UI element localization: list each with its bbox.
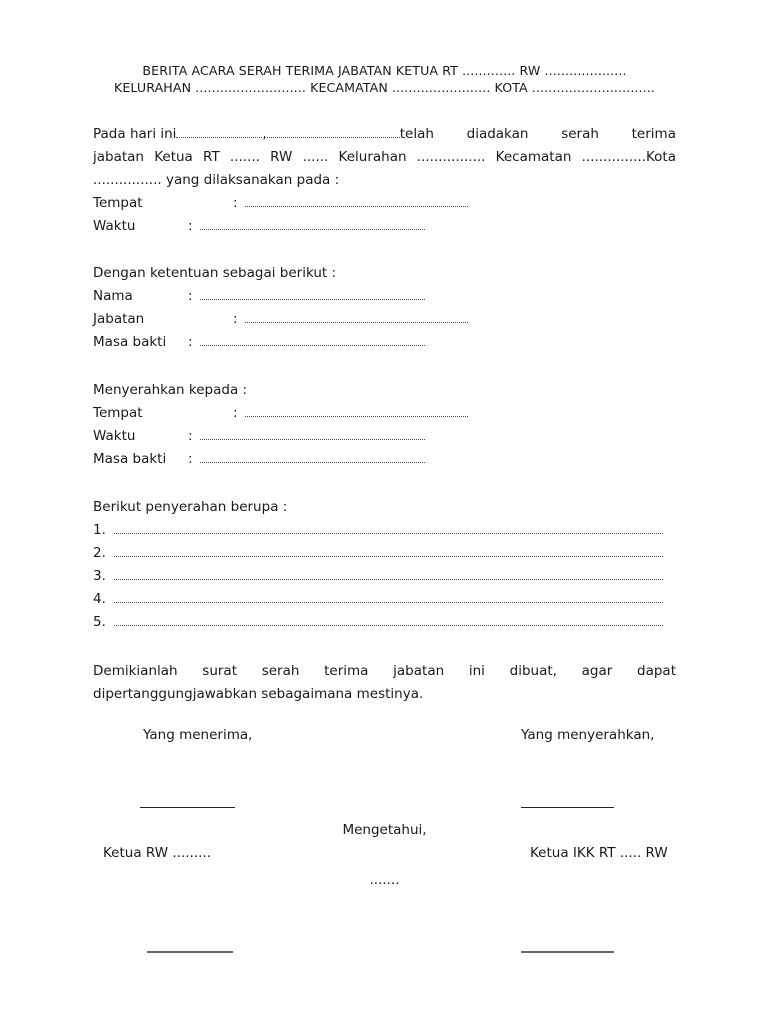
- field-row-tempat-2: [93, 402, 676, 425]
- colon: :: [233, 311, 238, 327]
- opening-line-2: jabatan Ketua RT ....... RW ...... Kelurahan ................ Kecamatan ...............Kota: [93, 149, 676, 165]
- document-title: [93, 62, 676, 96]
- signature-roles-row: [93, 724, 676, 747]
- fill-line: [114, 613, 663, 626]
- item-number: 4.: [93, 591, 106, 607]
- fill-line: [200, 333, 425, 346]
- receiver-role-label: Yang menerima,: [143, 727, 253, 743]
- colon: :: [233, 195, 238, 211]
- field-label: Waktu: [93, 218, 136, 234]
- list-item: [93, 519, 676, 542]
- list-item: [93, 565, 676, 588]
- fill-line: [200, 287, 425, 300]
- fill-line: [267, 125, 400, 138]
- recipient-heading: Menyerahkan kepada :: [93, 382, 248, 398]
- signature-line-left: [147, 940, 233, 953]
- document-content: [93, 62, 676, 954]
- list-item: [93, 611, 676, 634]
- justified-word: serah: [561, 126, 599, 142]
- justified-word: terima: [631, 126, 676, 142]
- fill-line: [114, 590, 663, 603]
- signature-lines-top: [93, 795, 676, 809]
- colon: :: [188, 218, 193, 234]
- giver-role-label: Yang menyerahkan,: [521, 727, 655, 743]
- acknowledge-dots: .......: [369, 872, 400, 888]
- colon: :: [188, 334, 193, 350]
- opening-line1-lead-group: [93, 123, 434, 146]
- signature-line-left: [140, 795, 235, 808]
- opening-line-3: ................ yang dilaksanakan pada :: [93, 172, 340, 188]
- fill-line: [200, 450, 425, 463]
- signature-lines-bottom: [93, 940, 676, 954]
- title-line-2: KELURAHAN ........................... KECAMATAN ........................ KOTA ..............................: [114, 80, 655, 95]
- items-heading: Berikut penyerahan berupa :: [93, 499, 288, 515]
- fill-line: [114, 521, 663, 534]
- field-label: Jabatan: [93, 311, 145, 327]
- acknowledge-label: Mengetahui,: [342, 822, 427, 838]
- recipient-section: [93, 379, 676, 471]
- colon: :: [188, 428, 193, 444]
- colon: :: [233, 405, 238, 421]
- item-number: 1.: [93, 522, 106, 538]
- field-row-nama: [93, 285, 676, 308]
- field-label: Nama: [93, 288, 133, 304]
- signature-names-row: [93, 842, 676, 865]
- justified-word: diadakan: [466, 126, 529, 142]
- colon: :: [188, 451, 193, 467]
- list-item: [93, 588, 676, 611]
- field-row-waktu: [93, 215, 676, 238]
- field-row-tempat: [93, 192, 676, 215]
- left-name-line: Ketua RW .........: [103, 845, 211, 861]
- colon: :: [188, 288, 193, 304]
- terms-section: [93, 262, 676, 354]
- fill-line: [245, 194, 468, 207]
- item-number: 5.: [93, 614, 106, 630]
- opening-pre-text: Pada hari ini: [93, 126, 177, 142]
- right-name-line: Ketua IKK RT ..... RW: [530, 845, 668, 861]
- fill-line: [176, 125, 262, 138]
- event-fields: [93, 192, 676, 238]
- field-row-jabatan: [93, 308, 676, 331]
- field-row-waktu-2: [93, 425, 676, 448]
- fill-line: [114, 567, 663, 580]
- fill-line: [200, 217, 425, 230]
- opening-paragraph: [93, 123, 676, 192]
- item-number: 3.: [93, 568, 106, 584]
- field-label: Tempat: [93, 195, 143, 211]
- closing-line-2: dipertanggungjawabkan sebagaimana mestinya.: [93, 686, 424, 702]
- terms-heading: Dengan ketentuan sebagai berikut :: [93, 265, 337, 281]
- title-line-1: BERITA ACARA SERAH TERIMA JABATAN KETUA RT ............. RW ....................: [142, 63, 627, 78]
- comma: ,: [262, 126, 267, 142]
- fill-line: [200, 427, 425, 440]
- field-label: Waktu: [93, 428, 136, 444]
- list-item: [93, 542, 676, 565]
- field-label: Masa bakti: [93, 334, 167, 350]
- fill-line: [245, 310, 468, 323]
- word-telah: telah: [399, 126, 434, 142]
- field-row-masa-bakti: [93, 331, 676, 354]
- item-number: 2.: [93, 545, 106, 561]
- signature-line-right: [521, 940, 614, 953]
- field-label: Masa bakti: [93, 451, 167, 467]
- closing-line-1: Demikianlah surat serah terima jabatan ini dibuat, agar dapat: [93, 663, 676, 679]
- signature-line-right: [521, 795, 614, 808]
- fill-line: [245, 404, 468, 417]
- closing-paragraph: [93, 660, 676, 706]
- field-label: Tempat: [93, 405, 143, 421]
- fill-line: [114, 544, 663, 557]
- opening-line-1: [93, 123, 676, 146]
- field-row-masa-bakti-2: [93, 448, 676, 471]
- items-section: [93, 496, 676, 634]
